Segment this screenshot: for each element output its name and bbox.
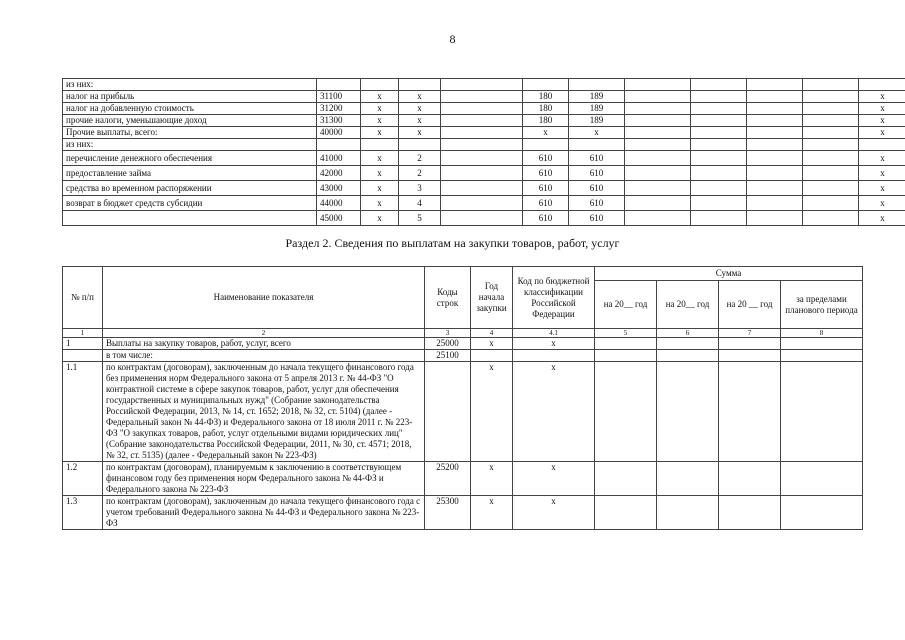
cell [361,79,399,91]
row-sum [781,350,863,362]
row-name: в том числе: [103,350,425,362]
row-code: 43000 [317,181,361,196]
cell [625,79,691,91]
cell [625,196,691,211]
header-beyond: за пределами планового периода [781,281,863,329]
cell [691,127,747,139]
cell [747,211,803,226]
cell: x [361,181,399,196]
cell [523,79,569,91]
row-name: из них: [63,139,317,151]
row-sum [657,350,719,362]
row-sum [595,496,657,530]
row-name: налог на прибыль [63,91,317,103]
cell [691,91,747,103]
cell: 189 [569,115,625,127]
row-name: возврат в бюджет средств субсидии [63,196,317,211]
row-code: 41000 [317,151,361,166]
row-code: 44000 [317,196,361,211]
cell [747,79,803,91]
header-num: № п/п [63,267,103,329]
cell: 610 [569,151,625,166]
row-code: 45000 [317,211,361,226]
cell [691,166,747,181]
cell: x [569,127,625,139]
purchases-table [62,266,863,530]
column-number: 8 [781,329,863,338]
cell: x [399,103,441,115]
row-sum [719,496,781,530]
row-kbk: x [513,362,595,462]
row-name: предоставление займа [63,166,317,181]
cell: 3 [399,181,441,196]
cell: 610 [523,166,569,181]
row-code: 25000 [425,338,471,350]
row-name: налог на добавленную стоимость [63,103,317,115]
cell: x [859,103,905,115]
table-row [63,362,863,462]
page-number: 8 [449,32,456,46]
row-number [63,350,103,362]
cell [691,211,747,226]
column-number: 1 [63,329,103,338]
table-row [63,79,905,91]
cell [399,79,441,91]
column-number: 5 [595,329,657,338]
row-sum [781,338,863,350]
cell [625,91,691,103]
table-row [63,496,863,530]
row-sum [719,462,781,496]
row-code [317,79,361,91]
cell [441,196,523,211]
table-row [63,103,905,115]
cell [441,151,523,166]
cell [399,139,441,151]
cell [859,79,905,91]
cell [441,127,523,139]
cell [747,181,803,196]
row-sum [719,362,781,462]
table-row [63,338,863,350]
cell [691,103,747,115]
column-number: 2 [103,329,425,338]
header-sum: Сумма [595,267,863,281]
column-number: 6 [657,329,719,338]
cell: 189 [569,103,625,115]
cell: 2 [399,151,441,166]
cell [691,151,747,166]
table-row [63,115,905,127]
row-code [425,362,471,462]
cell: 610 [523,151,569,166]
cell [625,139,691,151]
cell [803,151,859,166]
cell: x [361,151,399,166]
table-row [63,196,905,211]
table-row [63,350,863,362]
header-year-1: на 20__ год [595,281,657,329]
header-name: Наименование показателя [103,267,425,329]
row-name: средства во временном распоряжении [63,181,317,196]
row-sum [595,462,657,496]
cell [441,91,523,103]
row-code: 31100 [317,91,361,103]
row-sum [719,350,781,362]
table-row [63,166,905,181]
table-row [63,462,863,496]
row-kbk: x [513,338,595,350]
row-name: Прочие выплаты, всего: [63,127,317,139]
cell: x [859,91,905,103]
row-year: x [471,496,513,530]
cell: x [361,196,399,211]
row-sum [781,362,863,462]
cell: x [523,127,569,139]
cell [691,139,747,151]
cell [747,196,803,211]
row-kbk [513,350,595,362]
cell [747,115,803,127]
cell [691,196,747,211]
table-row [63,127,905,139]
cell [747,103,803,115]
cell: 4 [399,196,441,211]
cell [803,91,859,103]
cell [569,79,625,91]
cell: 180 [523,115,569,127]
cell [625,166,691,181]
cell [441,139,523,151]
row-code: 31200 [317,103,361,115]
cell [691,115,747,127]
row-name: по контрактам (договорам), планируемым к заключению в соответствующем финансовом году без применения норм Федерального закона № 44-ФЗ и Федерального закона № 223-ФЗ [103,462,425,496]
column-number: 4.1 [513,329,595,338]
table-row [63,139,905,151]
cell: x [361,211,399,226]
cell: 180 [523,103,569,115]
column-number: 3 [425,329,471,338]
cell [625,151,691,166]
row-number: 1.3 [63,496,103,530]
header-year: Год начала закупки [471,267,513,329]
row-number: 1.1 [63,362,103,462]
row-sum [595,362,657,462]
row-code [317,139,361,151]
cell [441,103,523,115]
row-sum [781,462,863,496]
cell: 610 [569,181,625,196]
cell [441,115,523,127]
cell: x [361,91,399,103]
cell [803,115,859,127]
cell [803,139,859,151]
cell [803,79,859,91]
section-title: Раздел 2. Сведения по выплатам на закупки товаров, работ, услуг [285,236,620,250]
cell [441,211,523,226]
cell: 610 [523,181,569,196]
row-name: по контрактам (договорам), заключенным до начала текущего финансового года без применения норм Федерального закона от 5 апреля 2013 г. № 44-ФЗ "О контрактной системе в сфере закупок товаров, работ, услуг для обеспечения государственных и муниципальных нужд" (Собрание законодательства Российской Федерации, 2013, № 14, ст. 1652; 2018, № 32, ст. 5104) (далее - Федеральный закон № 44-ФЗ) и Федерального закона от 18 июля 2011 г. № 223-ФЗ "О закупках товаров, работ, услуг отдельными видами юридических лиц" (Собрание законодательства Российской Федерации, 2011, № 30, ст. 4571; 2018, № 32, ст. 5135) (далее - Федеральный закон № 223-ФЗ) [103,362,425,462]
cell: x [859,127,905,139]
row-name: Выплаты на закупку товаров, работ, услуг, всего [103,338,425,350]
cell: 2 [399,166,441,181]
cell [625,115,691,127]
row-sum [719,338,781,350]
cell: x [859,151,905,166]
cell: 610 [569,166,625,181]
cell [747,151,803,166]
column-number: 7 [719,329,781,338]
row-year: x [471,338,513,350]
cell [859,139,905,151]
row-number: 1 [63,338,103,350]
cell [625,181,691,196]
cell: 610 [569,196,625,211]
cell: 610 [569,211,625,226]
cell: x [859,181,905,196]
row-code: 25100 [425,350,471,362]
row-kbk: x [513,496,595,530]
row-sum [657,338,719,350]
cell [747,139,803,151]
header-year-3: на 20 __ год [719,281,781,329]
cell [803,196,859,211]
row-code: 25300 [425,496,471,530]
row-code: 31300 [317,115,361,127]
row-number: 1.2 [63,462,103,496]
cell [803,103,859,115]
top-table [62,78,905,226]
cell [569,139,625,151]
cell [803,127,859,139]
row-name: прочие налоги, уменьшающие доход [63,115,317,127]
cell [803,166,859,181]
row-year [471,350,513,362]
cell: x [859,211,905,226]
row-code: 40000 [317,127,361,139]
cell [625,127,691,139]
row-sum [657,462,719,496]
row-name [63,211,317,226]
row-sum [657,496,719,530]
cell: x [361,166,399,181]
table-row [63,211,905,226]
row-name: по контрактам (договорам), заключенным до начала текущего финансового года с учетом требований Федерального закона № 44-ФЗ и Федерального закона № 223-ФЗ [103,496,425,530]
cell: 180 [523,91,569,103]
cell [803,211,859,226]
cell [523,139,569,151]
cell: x [859,115,905,127]
row-kbk: x [513,462,595,496]
cell: x [399,91,441,103]
cell [691,181,747,196]
row-code: 42000 [317,166,361,181]
cell [625,103,691,115]
cell: x [399,127,441,139]
row-name: перечисление денежного обеспечения [63,151,317,166]
table-row [63,181,905,196]
row-sum [657,362,719,462]
cell: x [361,115,399,127]
header-year-2: на 20__ год [657,281,719,329]
table-row [63,151,905,166]
cell [803,181,859,196]
row-year: x [471,362,513,462]
cell [691,79,747,91]
cell: x [859,196,905,211]
row-name: из них: [63,79,317,91]
column-number: 4 [471,329,513,338]
cell: 610 [523,211,569,226]
cell: 189 [569,91,625,103]
table-row [63,91,905,103]
cell [747,127,803,139]
cell [625,211,691,226]
cell: x [361,103,399,115]
cell [361,139,399,151]
cell: 5 [399,211,441,226]
column-numbers-row [63,329,863,338]
row-year: x [471,462,513,496]
cell [747,166,803,181]
cell: x [859,166,905,181]
cell [441,166,523,181]
row-code: 25200 [425,462,471,496]
cell [441,181,523,196]
row-sum [781,496,863,530]
cell: 610 [523,196,569,211]
cell: x [361,127,399,139]
row-sum [595,350,657,362]
cell [747,91,803,103]
cell: x [399,115,441,127]
header-kbk: Код по бюджетной классификации Российской Федерации [513,267,595,329]
header-codes: Коды строк [425,267,471,329]
row-sum [595,338,657,350]
cell [441,79,523,91]
